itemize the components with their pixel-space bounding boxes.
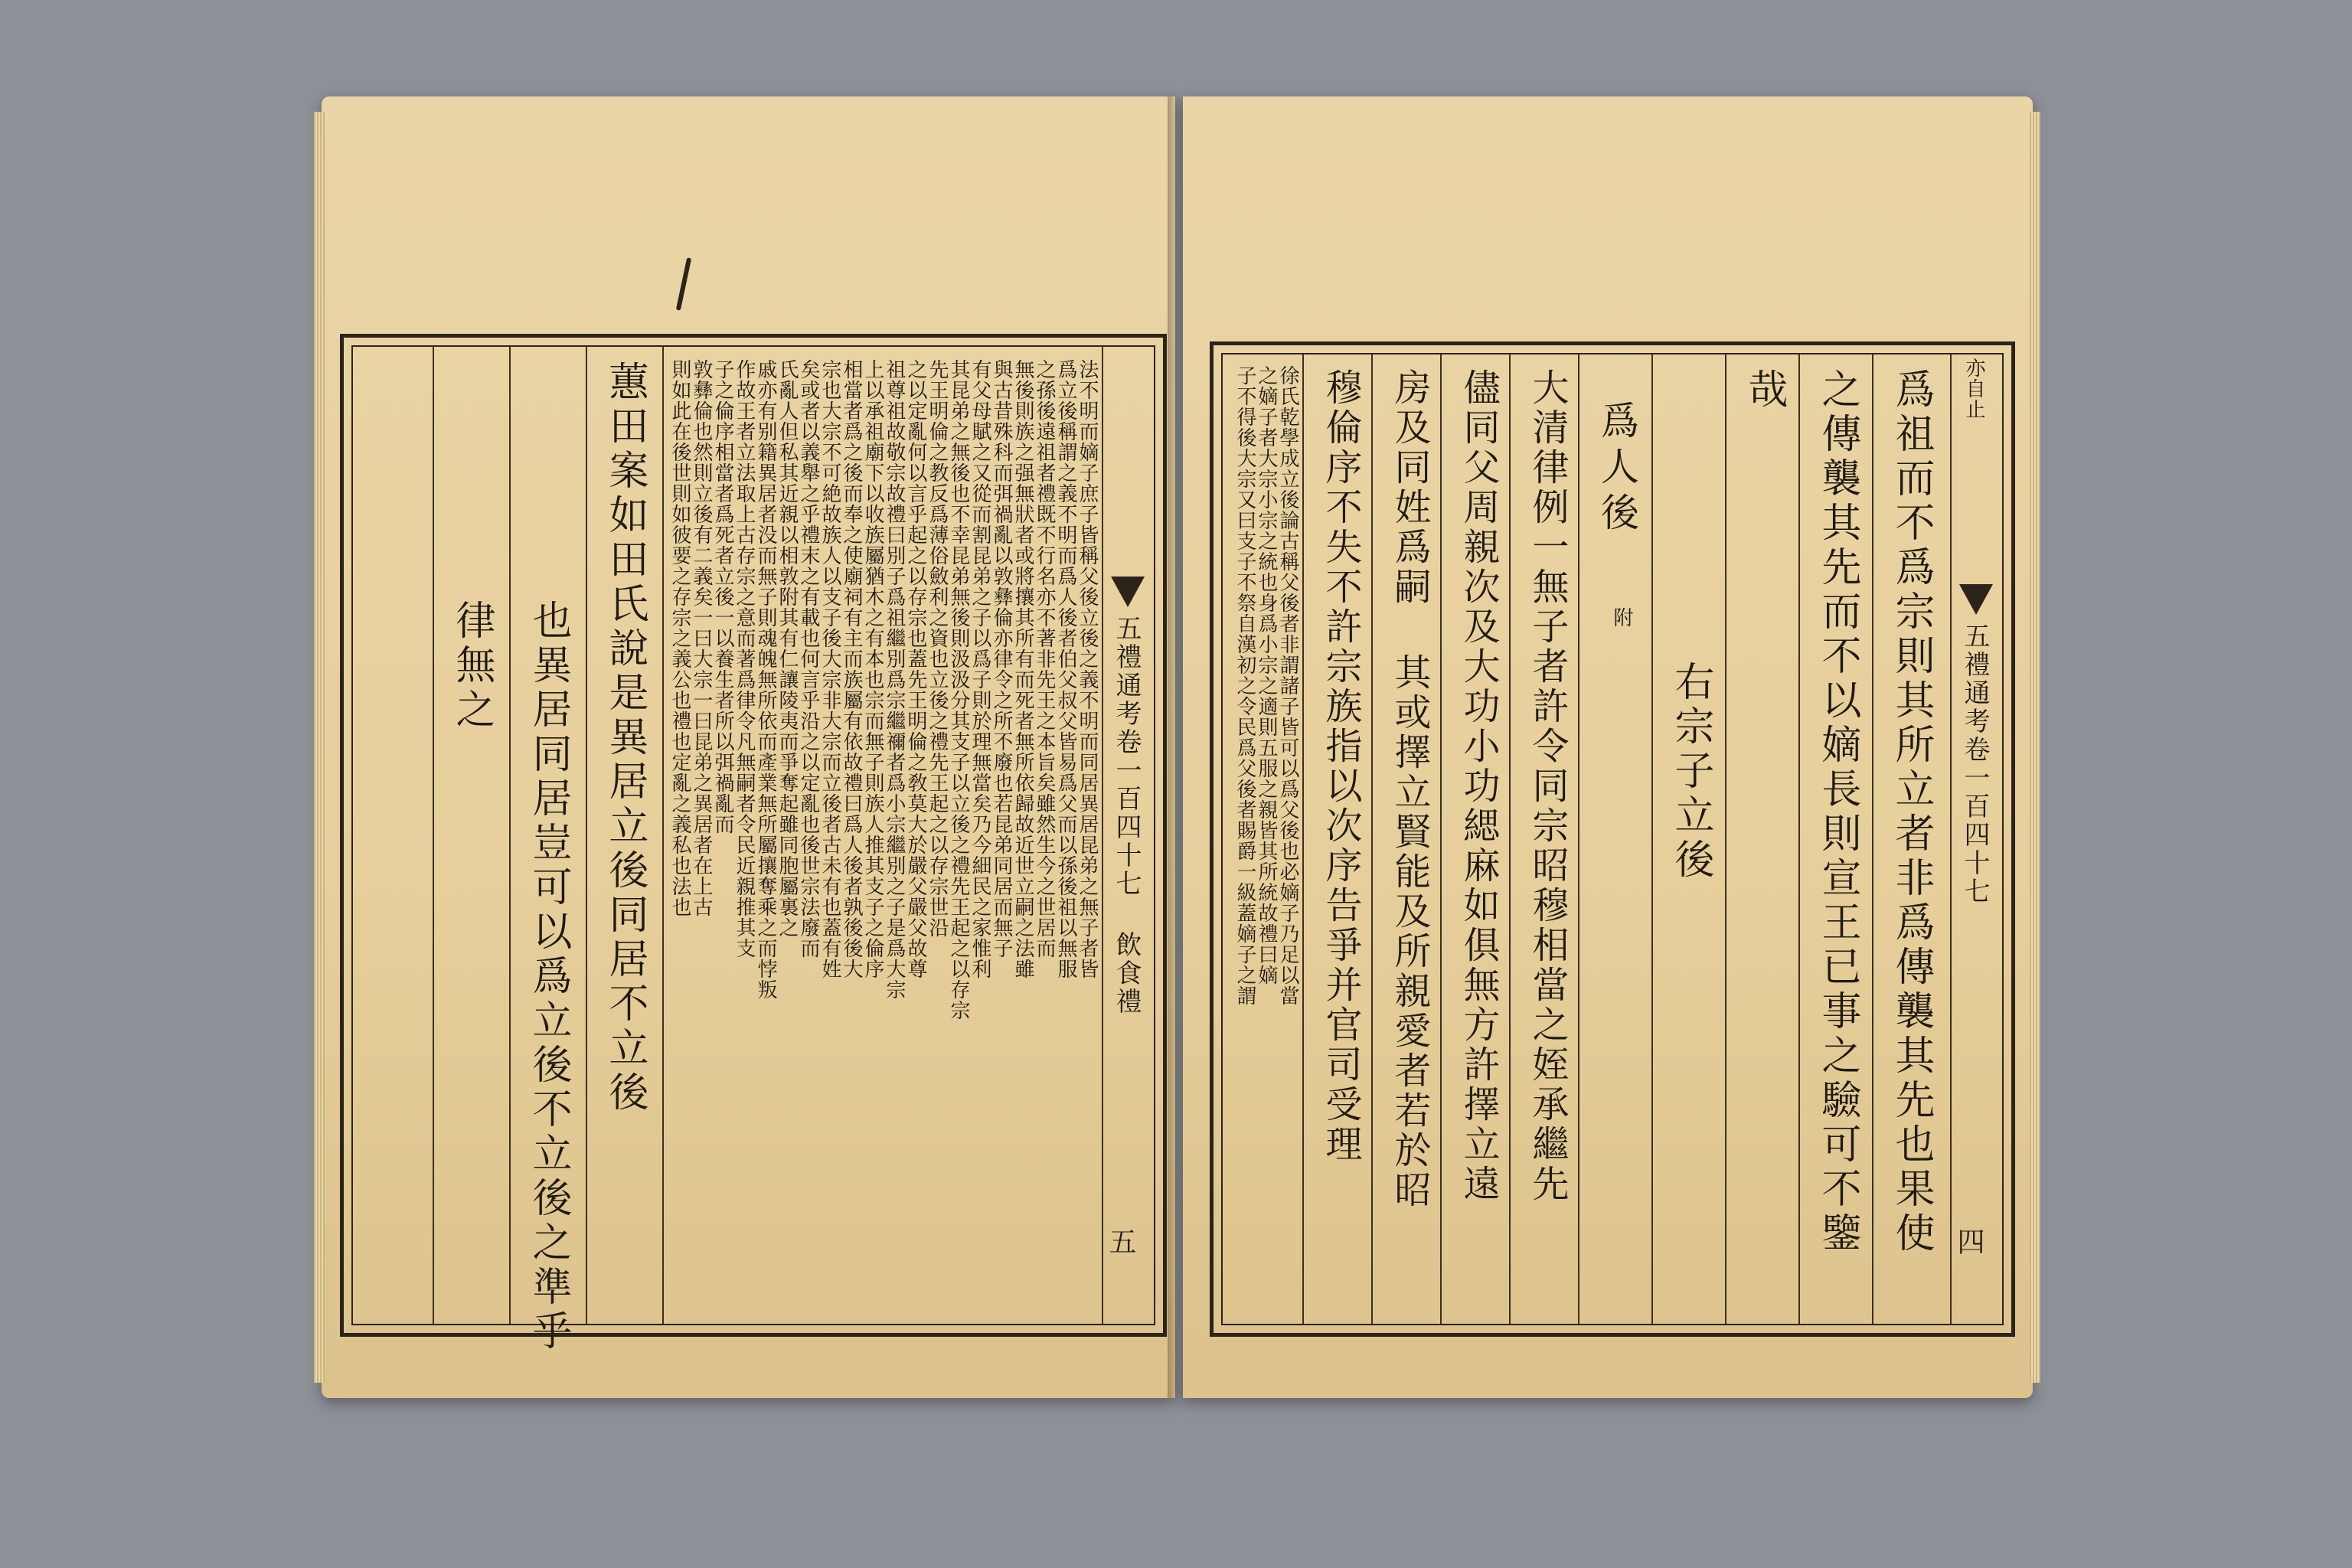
annotation-column: 與古昔殊科而弭禍亂以敦彝倫亦律令之所不廢也若昆弟同居而無子 xyxy=(990,359,1013,959)
column-rule xyxy=(1950,354,1952,1324)
annotation-column: 作故王者立法取上古存宗之意而著爲律令凡無嗣者令民近親推其支 xyxy=(733,359,756,959)
left-text-frame xyxy=(340,334,1167,1354)
annotation-column: 宗也大宗不可絶故族人以支子後大宗非大宗而立後者古未有也蓋有姓 xyxy=(818,359,841,979)
ink-mark xyxy=(676,257,691,311)
annotation-column: 子之倫序相當者爲死者立後一以養生者所以弭禍亂而 xyxy=(711,359,734,835)
column-rule xyxy=(1102,347,1103,1324)
section-title-annotation: 附 xyxy=(1610,607,1633,628)
page-number: 五 xyxy=(1105,1227,1136,1255)
main-text-column: 之傳襲其先而不以嫡長則宣王已事之驗可不鑒 xyxy=(1815,368,1860,1256)
fishtail-mark xyxy=(1111,577,1145,607)
annotation-column: 之以定亂何以言乎起之以存宗也蓋先王明倫之敎莫大於嚴父嚴父故尊 xyxy=(904,359,927,979)
annotation-column: 有父母賦之又從而割昆弟之子以爲子則於理無當矣乃今細民之家惟利 xyxy=(969,359,991,979)
right-text-frame xyxy=(1210,341,2015,1337)
column-rule xyxy=(1872,354,1873,1324)
main-text-column: 也異居同居豈可以爲立後不立後之準乎 xyxy=(525,599,571,1354)
right-page xyxy=(1183,96,2033,1398)
column-rule xyxy=(1798,354,1800,1324)
main-text-column: 穆倫序不失不許宗族指以次序告爭并官司受理 xyxy=(1319,368,1362,1165)
right-inner-border xyxy=(1221,353,2004,1325)
main-text-column: 爲祖而不爲宗則其所立者非爲傳襲其先也果使 xyxy=(1888,368,1934,1256)
annotation-column: 矣或者以義舉之乎禮末之有載也何言乎沿之以定亂也後世宗法廢而 xyxy=(797,359,820,959)
section-heading: 右宗子立後 xyxy=(1668,661,1713,883)
column-rule xyxy=(509,347,511,1324)
page-edge-left xyxy=(314,112,325,1383)
annotation-column: 之嫡子者大宗小宗之統也身爲小宗之適則五服之親皆其所統故禮曰嫡 xyxy=(1255,365,1278,985)
main-text-column: 儘同父周親次及大功小功緦麻如俱無方許擇立遠 xyxy=(1457,368,1500,1204)
annotation-column: 則如此在後世則如彼要之存宗之義公也禮也定亂之義私也法也 xyxy=(668,359,691,917)
annotation-column: 其昆弟之無後也不幸昆弟無後則汲汲分其支子以立後之禮先王起之以存宗 xyxy=(947,359,970,1021)
annotation-column: 上以承祖廟下以收族屬猶木之有本也宗而無子則族人推其支子之倫序 xyxy=(861,359,884,979)
annotation-column: 戚亦有别籍異居者没而無子則魂魄無所依而產業無所屬攘奪乘之而悖叛 xyxy=(754,359,777,1000)
annotation-column: 相當者爲之後而奉之使廟祠有主而族屬有依故禮曰爲人後者孰後後大 xyxy=(840,359,863,979)
annotation-column: 法不明而嫡子庶子皆稱父後立後之義不明而同居異居昆弟之無子者皆 xyxy=(1076,359,1099,979)
column-rule xyxy=(1651,354,1653,1324)
column-rule xyxy=(1371,354,1373,1324)
page-number: 四 xyxy=(1953,1227,1984,1255)
column-rule xyxy=(1578,354,1579,1324)
corner-note: 亦自止 xyxy=(1962,358,1985,420)
annotation-column: 祖尊祖故敬宗故禮曰別子爲祖繼別爲宗繼禰者爲小宗繼別之子是爲大宗 xyxy=(883,359,906,1000)
annotation-column: 子不得後大宗又曰支子不祭自漢初之令民爲父後者賜爵一級蓋嫡子之謂 xyxy=(1233,365,1256,1006)
annotation-column: 之孫後遠祖者禮既不行名亦不著非先王之本旨矣雖然生今之世居而 xyxy=(1033,359,1056,959)
column-rule xyxy=(1302,354,1304,1324)
margin-title: 五禮通考卷一百四十七 xyxy=(1959,622,1990,906)
left-inner-border xyxy=(351,345,1155,1354)
open-book xyxy=(322,96,2029,1475)
main-text-column: 律無之 xyxy=(449,599,495,733)
section-title: 爲人後 xyxy=(1595,400,1639,538)
column-rule xyxy=(662,347,664,1324)
main-text-column: 蕙田案如田氏說是異居立後同居不立後 xyxy=(602,361,648,1116)
main-text-column: 大清律例一無子者許令同宗昭穆相當之姪承繼先 xyxy=(1526,368,1569,1204)
column-rule xyxy=(1440,354,1442,1324)
margin-title: 五禮通考卷一百四十七 飲食禮 xyxy=(1111,615,1142,1016)
fishtail-mark xyxy=(1959,584,1993,615)
annotation-column: 先王明倫之教反爲薄俗斂利之資也立後之禮先王起之以存宗世沿 xyxy=(926,359,949,938)
main-text-column: 房及同姓爲嗣 其或擇立賢能及所親愛者若於昭 xyxy=(1388,368,1431,1210)
column-rule xyxy=(586,347,587,1324)
left-page xyxy=(322,96,1175,1398)
column-rule xyxy=(433,347,434,1324)
column-rule xyxy=(1509,354,1511,1324)
annotation-column: 氏亂人但私其近親以相敦附其有仁讓陵夷而爭奪起雖同胞屬裏之 xyxy=(776,359,799,938)
column-rule xyxy=(1725,354,1726,1324)
annotation-column: 無後則族之强無狀者或將攘其所有而死者無所依歸故近世立嗣之法雖 xyxy=(1011,359,1034,979)
main-text-column: 哉 xyxy=(1741,368,1787,413)
annotation-column: 爲立後稱謂之義不明而爲人後者伯父叔父皆易爲父而以孫後祖以無服 xyxy=(1054,359,1077,979)
page-edge-right xyxy=(2030,112,2040,1383)
annotation-column: 徐氏乾學成立後論古稱父後者非謂諸子皆可以爲父後也必嫡子乃足以當 xyxy=(1276,365,1299,1006)
annotation-column: 敦彝倫也然則立後有二義矣一曰大宗一曰昆弟之異居者在上古 xyxy=(690,359,713,917)
